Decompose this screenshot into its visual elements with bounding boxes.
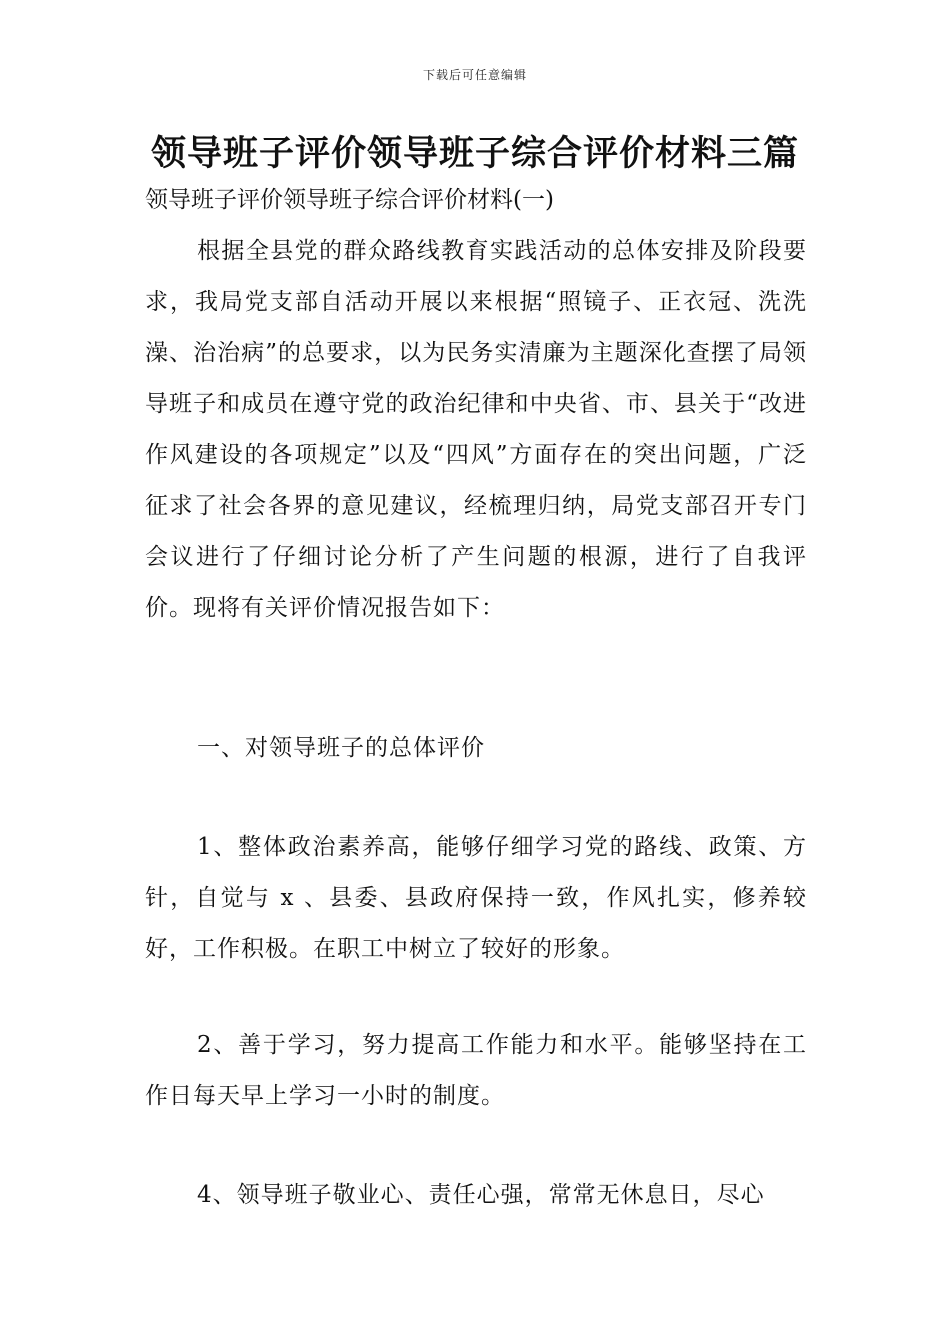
item-1-paragraph: 1、整体政治素养高，能够仔细学习党的路线、政策、方针，自觉与 x 、县委、县政府保持一致，作风扎实，修养较好，工作积极。在职工中树立了较好的形象。 bbox=[145, 834, 807, 962]
item-2-paragraph: 2、善于学习，努力提高工作能力和水平。能够坚持在工作日每天早上学习一小时的制度。 bbox=[145, 1032, 807, 1109]
header-note: 下载后可任意编辑 bbox=[422, 68, 527, 82]
document-title: 领导班子评价领导班子综合评价材料三篇 bbox=[150, 134, 799, 174]
intro-paragraph: 根据全县党的群众路线教育实践活动的总体安排及阶段要求，我局党支部自活动开展以来根据“照镜子、正衣冠、洗洗澡、治治病”的总要求，以为民务实清廉为主题深化查摆了局领导班子和成员在遵守党的政治纪律和中央省、市、县关于“改进作风建设的各项规定”以及“四风”方面存在的突出问题，广泛征求了社会各界的意见建议，经梳理归纳，局党支部召开专门会议进行了仔细讨论分析了产生问题的根源，进行了自我评价。现将有关评价情况报告如下： bbox=[145, 238, 807, 621]
section-heading-overall-evaluation: 一、对领导班子的总体评价 bbox=[197, 735, 485, 761]
item-4-paragraph: 4、领导班子敬业心、责任心强，常常无休息日，尽心 bbox=[197, 1182, 765, 1208]
document-subtitle: 领导班子评价领导班子综合评价材料(一) bbox=[145, 187, 554, 213]
